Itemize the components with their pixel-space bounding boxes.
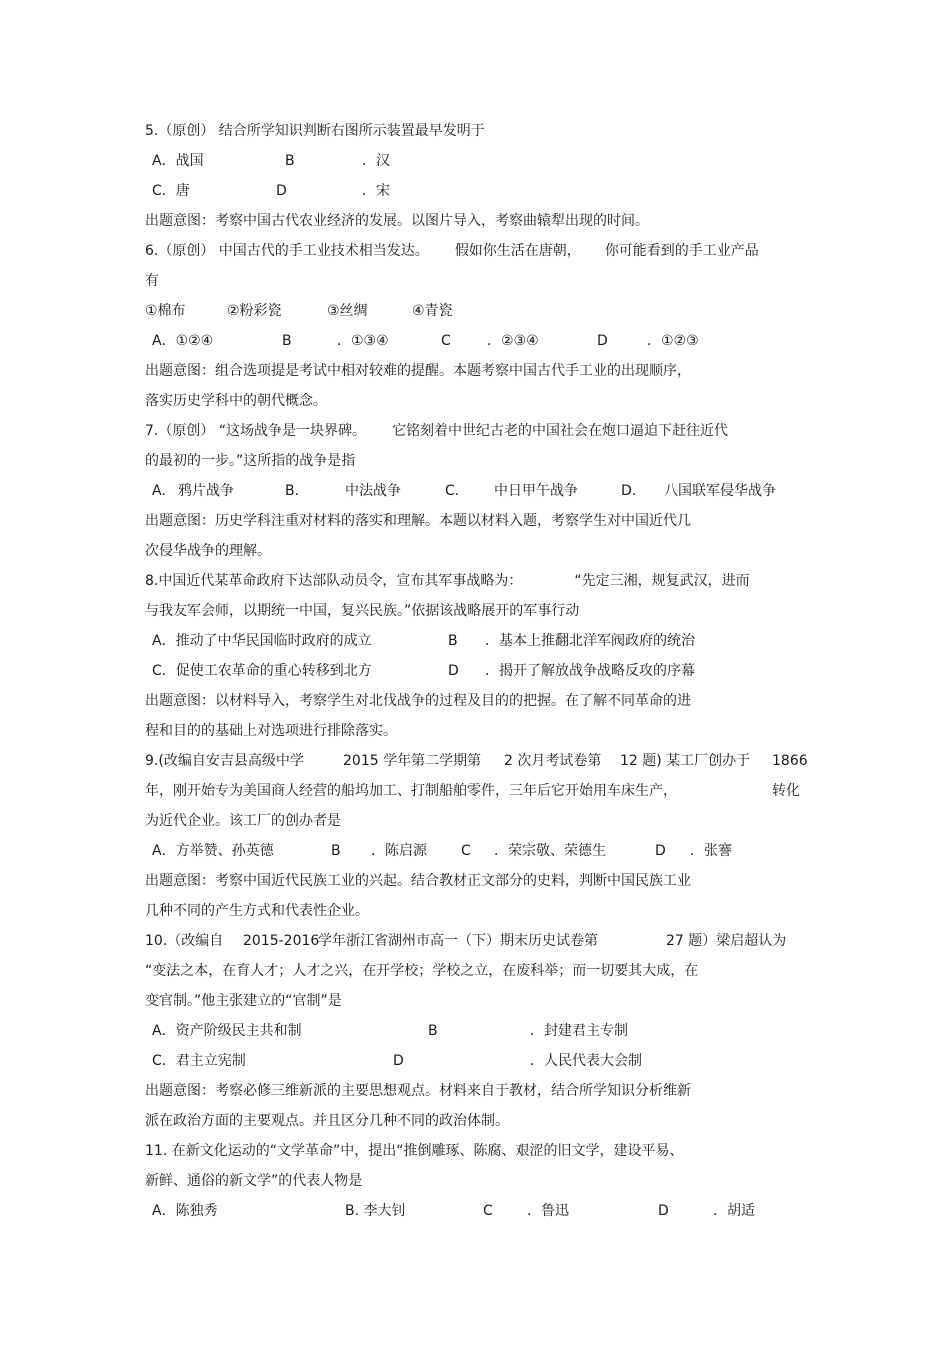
- q11-option-c-letter: C: [483, 1203, 493, 1219]
- q8-option-c: C．促使工农革命的重心转移到北方: [152, 663, 372, 679]
- q7-stem-line-2: 的最初的一步。”这所指的战争是指: [145, 453, 356, 469]
- q6-item-2: ②粉彩瓷: [227, 303, 282, 319]
- q5-option-b-text: ．汉: [362, 153, 390, 169]
- q9-option-c-text: ．荣宗敬、荣德生: [494, 843, 606, 859]
- q9-stem-part-2: 2015 学年第二学期第: [343, 753, 482, 769]
- q11-option-b: B. 李大钊: [345, 1203, 406, 1219]
- q10-intent-line-1: 出题意图：考察必修三维新派的主要思想观点。材料来自于教材，结合所学知识分析维新: [145, 1083, 691, 1099]
- q9-stem-line-2: 年，刚开始专为美国商人经营的船坞加工、打制船舶零件，三年后它开始用车床生产，: [145, 783, 677, 799]
- q8-option-a: A．推动了中华民国临时政府的成立: [152, 633, 372, 649]
- q10-stem-line-2: “变法之本，在育人才；人才之兴，在开学校；学校之立，在废科举；而一切要其大成，在: [145, 963, 699, 979]
- q6-option-d-letter: D: [597, 333, 608, 349]
- q10-stem-part-1: 10.（改编自: [145, 933, 224, 949]
- q6-option-b-letter: B: [282, 333, 292, 349]
- q10-option-d-letter: D: [393, 1053, 404, 1069]
- q10-option-d-text: ．人民代表大会制: [530, 1053, 642, 1069]
- q10-option-b-letter: B: [428, 1023, 438, 1039]
- q9-intent-line-2: 几种不同的产生方式和代表性企业。: [145, 903, 369, 919]
- q11-option-a: A．陈独秀: [152, 1203, 218, 1219]
- q9-stem-line-2-end: 转化: [772, 783, 800, 799]
- q5-option-a: A．战国: [152, 153, 204, 169]
- q8-stem-line-2: 与我友军会师，以期统一中国，复兴民族。”依据该战略展开的军事行动: [145, 603, 580, 619]
- q7-stem-line-1: [145, 422, 728, 440]
- q10-intent-line-2: 派在政治方面的主要观点。并且区分几种不同的政治体制。: [145, 1113, 509, 1129]
- q9-option-b-text: ．陈启源: [371, 843, 427, 859]
- q11-stem-line-1: 11. 在新文化运动的“文学革命”中，提出“推倒雕琢、陈腐、艰涩的旧文学，建设平易、: [145, 1143, 684, 1159]
- q5-option-d-text: ．宋: [362, 183, 390, 199]
- q7-option-c-text: 中日甲午战争: [494, 483, 578, 499]
- q8-option-d-letter: D: [448, 663, 459, 679]
- q10-stem-part-2: 2015-2016: [243, 933, 320, 949]
- q7-option-b-letter: B.: [285, 483, 300, 499]
- q11-stem-line-2: 新鲜、通俗的新文学”的代表人物是: [145, 1173, 363, 1189]
- q7-intent-line-2: 次侵华战争的理解。: [145, 543, 271, 559]
- q6-item-3: ③丝绸: [327, 303, 368, 319]
- q10-option-a: A．资产阶级民主共和制: [152, 1023, 302, 1039]
- q7-option-c-letter: C.: [445, 483, 460, 499]
- q6-option-a: A．①②④: [152, 333, 214, 349]
- q8-intent-line-1: 出题意图：以材料导入，考察学生对北伐战争的过程及目的的把握。在了解不同革命的进: [145, 693, 691, 709]
- q7-option-d-text: 八国联军侵华战争: [664, 483, 776, 499]
- q10-stem-part-4: 27 题）梁启超认为: [666, 933, 787, 949]
- q8-option-b-letter: B: [448, 633, 458, 649]
- q6-option-c-text: ．②③④: [487, 333, 539, 349]
- q5-option-c: C．唐: [152, 183, 190, 199]
- q6-stem-part-3: 你可能看到的手工业产品: [604, 243, 759, 259]
- q6-stem-part-1: 6.（原创） 中国古代的手工业技术相当发达。: [145, 243, 429, 259]
- q5-option-b-letter: B: [285, 153, 295, 169]
- q6-item-1: ①棉布: [145, 303, 186, 319]
- q5-intent: 出题意图：考察中国古代农业经济的发展。以图片导入，考察曲辕犁出现的时间。: [145, 213, 649, 229]
- q6-item-4: ④青瓷: [412, 303, 453, 319]
- q9-option-b-letter: B: [331, 843, 341, 859]
- q6-option-c-letter: C: [441, 333, 451, 349]
- q8-stem-part-2: “先定三湘，规复武汉，进而: [574, 573, 750, 589]
- q7-intent-line-1: 出题意图：历史学科注重对材料的落实和理解。本题以材料入题，考察学生对中国近代几: [145, 513, 691, 529]
- q6-option-d-text: ．①②③: [647, 333, 699, 349]
- q5-stem: 5.（原创） 结合所学知识判断右图所示装置最早发明于: [145, 123, 485, 139]
- q7-option-a-text: 鸦片战争: [178, 483, 234, 499]
- q7-option-d-letter: D.: [621, 483, 637, 499]
- q9-option-d-text: ．张謇: [690, 843, 732, 859]
- q6-intent-line-1: 出题意图：组合选项提是考试中相对较难的提醒。本题考察中国古代手工业的出现顺序，: [145, 363, 691, 379]
- q6-stem-line-2: 有: [145, 273, 159, 289]
- q7-stem-part-2: 它铭刻着中世纪古老的中国社会在炮口逼迫下赶往近代: [392, 423, 729, 439]
- q6-intent-line-2: 落实历史学科中的朝代概念。: [145, 393, 327, 409]
- q8-intent-line-2: 程和目的的基础上对选项进行排除落实。: [145, 723, 397, 739]
- q10-option-b-text: ．封建君主专制: [530, 1023, 628, 1039]
- q9-intent-line-1: 出题意图：考察中国近代民族工业的兴起。结合教材正文部分的史料，判断中国民族工业: [145, 873, 691, 889]
- q6-stem-part-2: 假如你生活在唐朝，: [454, 243, 581, 259]
- q10-stem-part-3: 学年浙江省湖州市高一（下）期末历史试卷第: [318, 933, 598, 949]
- q8-stem-line-1: [145, 572, 750, 590]
- q10-option-c: C．君主立宪制: [152, 1053, 246, 1069]
- q8-option-d-text: ．揭开了解放战争战略反攻的序幕: [485, 663, 695, 679]
- q5-option-d-letter: D: [276, 183, 287, 199]
- q11-option-d-text: ．胡适: [713, 1203, 755, 1219]
- q7-stem-part-1: 7.（原创） “这场战争是一块界碑。: [145, 423, 367, 439]
- q9-stem-part-3: 2 次月考试卷第: [504, 753, 602, 769]
- q6-option-b-text: ．①③④: [337, 333, 389, 349]
- q9-option-d-letter: D: [655, 843, 666, 859]
- q9-option-c-letter: C: [461, 843, 471, 859]
- q9-stem-line-3: 为近代企业。该工厂的创办者是: [145, 813, 341, 829]
- q8-option-b-text: ．基本上推翻北洋军阀政府的统治: [485, 633, 695, 649]
- q7-option-b-text: 中法战争: [345, 483, 401, 499]
- q11-option-d-letter: D: [658, 1203, 669, 1219]
- q11-option-c-text: ．鲁迅: [527, 1203, 569, 1219]
- q10-stem-line-3: 变官制。”他主张建立的“官制”是: [145, 993, 342, 1009]
- q9-option-a: A．方举赞、孙英德: [152, 843, 274, 859]
- q9-stem-part-4: 12 题) 某工厂创办于: [620, 753, 751, 769]
- q7-option-a-letter: A.: [152, 483, 166, 499]
- q9-stem-part-1: 9.(改编自安吉县高级中学: [145, 753, 304, 769]
- q9-stem-part-5: 1866: [772, 753, 808, 769]
- q6-stem-line-1: [145, 242, 759, 260]
- q8-stem-part-1: 8.中国近代某革命政府下达部队动员令，宣布其军事战略为：: [145, 573, 523, 589]
